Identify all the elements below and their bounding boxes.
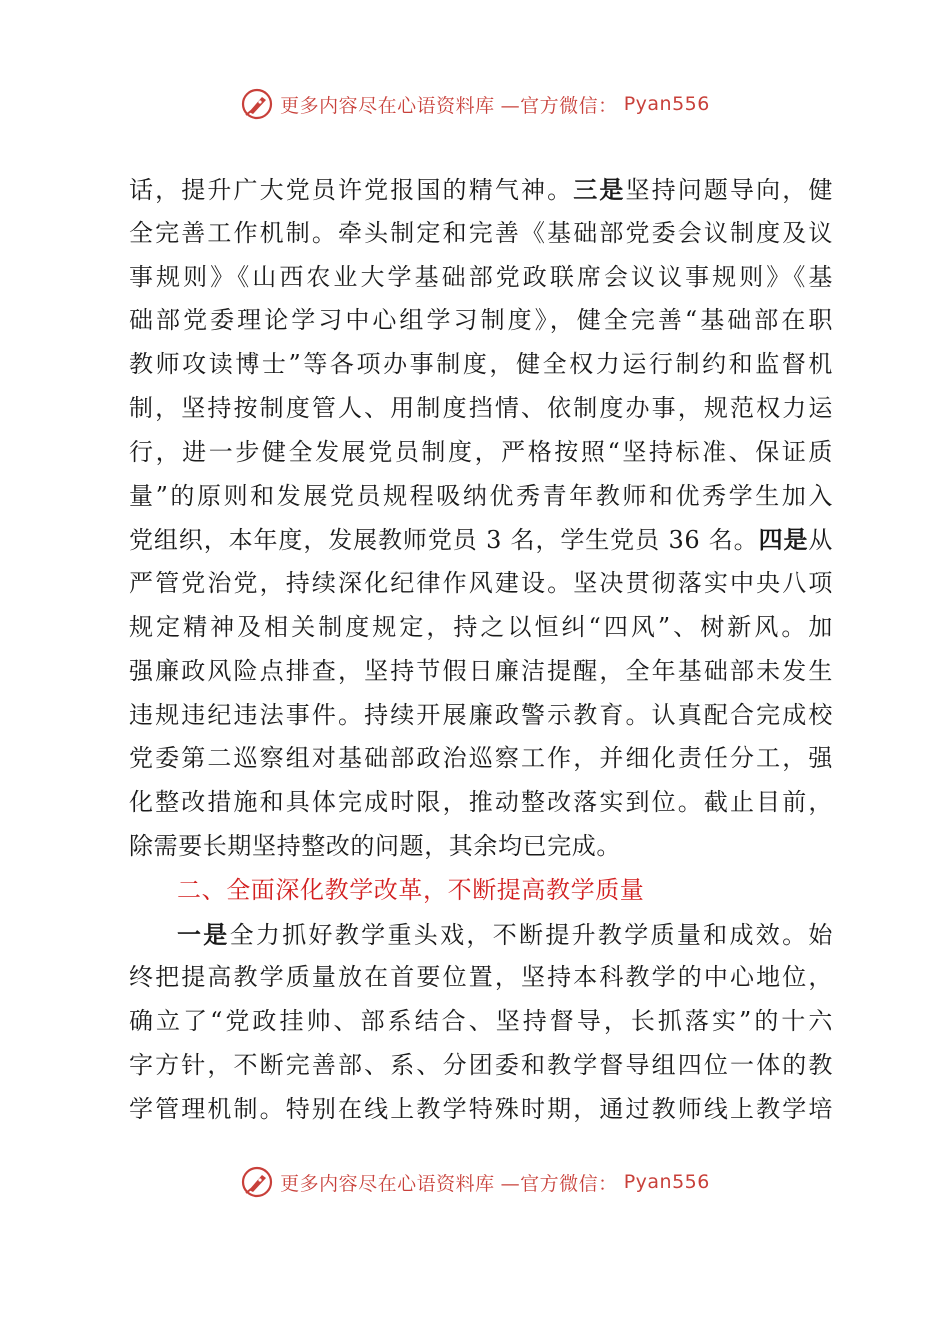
text-line: 严管党治党，持续深化纪律作风建设。坚决贯彻落实中央八项 xyxy=(129,569,833,598)
text-line: 话，提升广大党员许党报国的精气神。三是坚持问题导向，健 xyxy=(129,175,833,204)
banner-wechat-id: Pyan556 xyxy=(623,93,710,115)
text-line: 础部党委理论学习中心组学习制度》，健全完善“基础部在职 xyxy=(129,306,833,335)
text-line: 终把提高教学质量放在首要位置，坚持本科教学的中心地位， xyxy=(129,963,833,992)
text-line: 强廉政风险点排查，坚持节假日廉洁提醒，全年基础部未发生 xyxy=(129,656,833,685)
text-line: 除需要长期坚持整改的问题，其余均已完成。 xyxy=(129,831,621,860)
text-line: 教师攻读博士”等各项办事制度，健全权力运行制约和监督机 xyxy=(129,350,833,379)
text-line: 量”的原则和发展党员规程吸纳优秀青年教师和优秀学生加入 xyxy=(129,481,833,510)
text-line: 一是全力抓好教学重头戏，不断提升教学质量和成效。始 xyxy=(177,919,833,949)
text-line: 全完善工作机制。牵头制定和完善《基础部党委会议制度及议 xyxy=(129,218,833,247)
text-line: 党委第二巡察组对基础部政治巡察工作，并细化责任分工，强 xyxy=(129,744,833,773)
text-line: 字方针，不断完善部、系、分团委和教学督导组四位一体的教 xyxy=(129,1050,833,1079)
footer-banner xyxy=(0,1162,950,1202)
banner-wechat-label: —官方微信： xyxy=(500,1172,618,1195)
banner-title: 更多内容尽在心语资料库 xyxy=(280,1172,495,1195)
banner-wechat-id: Pyan556 xyxy=(623,1171,710,1193)
text-line: 制，坚持按制度管人、用制度挡情、依制度办事，规范权力运 xyxy=(129,393,833,422)
banner-wechat-label: —官方微信： xyxy=(500,94,618,117)
document-body xyxy=(129,168,833,1132)
text-line: 行，进一步健全发展党员制度，严格按照“坚持标准、保证质 xyxy=(129,437,833,466)
text-line: 学管理机制。特别在线上教学特殊时期，通过教师线上教学培 xyxy=(129,1094,833,1123)
text-line: 党组织，本年度，发展教师党员 3 名，学生党员 36 名。四是从 xyxy=(129,525,833,555)
header-banner xyxy=(0,84,950,124)
section-heading: 二、全面深化教学改革，不断提高教学质量 xyxy=(177,875,645,904)
pen-nib-logo-icon xyxy=(240,87,274,121)
text-line: 事规则》《山西农业大学基础部党政联席会议议事规则》《基 xyxy=(129,262,833,291)
text-line: 确立了“党政挂帅、部系结合、坚持督导，长抓落实”的十六 xyxy=(129,1007,833,1036)
pen-nib-logo-icon xyxy=(240,1165,274,1199)
text-line: 规定精神及相关制度规定，持之以恒纠“四风”、树新风。加 xyxy=(129,612,833,641)
banner-title: 更多内容尽在心语资料库 xyxy=(280,94,495,117)
text-line: 违规违纪违法事件。持续开展廉政警示教育。认真配合完成校 xyxy=(129,700,833,729)
text-line: 化整改措施和具体完成时限，推动整改落实到位。截止目前， xyxy=(129,788,833,817)
